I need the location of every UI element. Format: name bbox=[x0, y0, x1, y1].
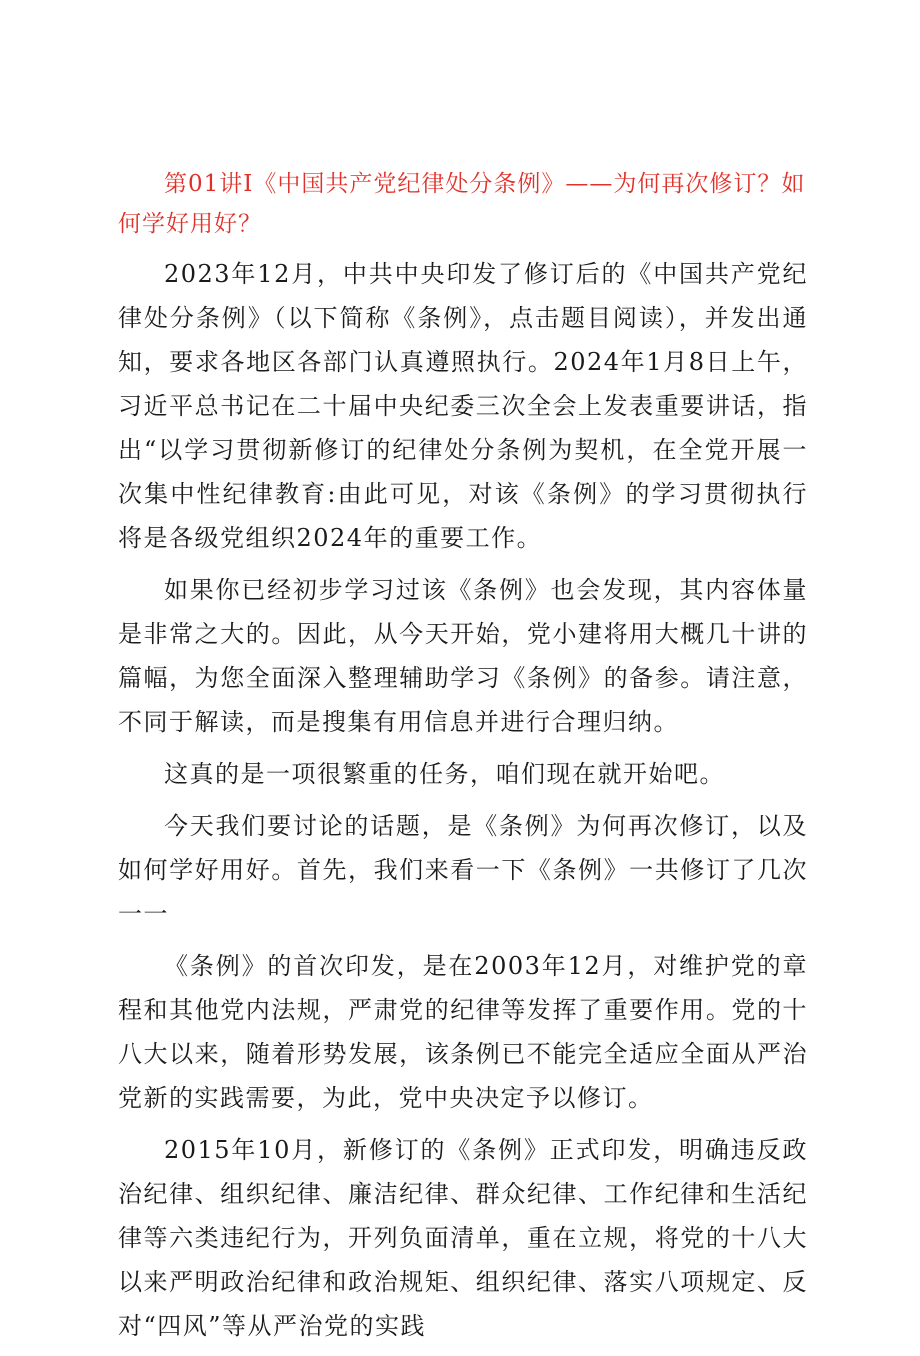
paragraph-1: 2023年12月，中共中央印发了修订后的《中国共产党纪律处分条例》（以下简称《条例》，点击题目阅读），并发出通知，要求各地区各部门认真遵照执行。2024年1月8日上午，习近平总书记在二十届中央纪委三次全会上发表重要讲话，指出“以学习贯彻新修订的纪律处分条例为契机，在全党开展一次集中性纪律教育:由此可见，对该《条例》的学习贯彻执行将是各级党组织2024年的重要工作。 bbox=[118, 260, 808, 552]
paragraph-5: 《条例》的首次印发，是在2003年12月，对维护党的章程和其他党内法规，严肃党的纪律等发挥了重要作用。党的十八大以来，随着形势发展，该条例已不能完全适应全面从严治党新的实践需要，为此，党中央决定予以修订。 bbox=[118, 952, 808, 1112]
paragraph-2: 如果你已经初步学习过该《条例》也会发现，其内容体量是非常之大的。因此，从今天开始，党小建将用大概几十讲的篇幅，为您全面深入整理辅助学习《条例》的备参。请注意，不同于解读，而是搜集有用信息并进行合理归纳。 bbox=[118, 576, 808, 736]
document-page bbox=[118, 164, 808, 1356]
paragraph-4: 今天我们要讨论的话题，是《条例》为何再次修订，以及如何学好用好。首先，我们来看一下《条例》一共修订了几次一一 bbox=[118, 812, 808, 928]
paragraph-3: 这真的是一项很繁重的任务，咱们现在就开始吧。 bbox=[164, 760, 725, 788]
paragraph-6: 2015年10月，新修订的《条例》正式印发，明确违反政治纪律、组织纪律、廉洁纪律、群众纪律、工作纪律和生活纪律等六类违纪行为，开列负面清单，重在立规，将党的十八大以来严明政治纪律和政治规矩、组织纪律、落实八项规定、反对“四风”等从严治党的实践 bbox=[118, 1136, 808, 1340]
document-title: 第01讲I《中国共产党纪律处分条例》——为何再次修订？如何学好用好？ bbox=[118, 171, 806, 237]
